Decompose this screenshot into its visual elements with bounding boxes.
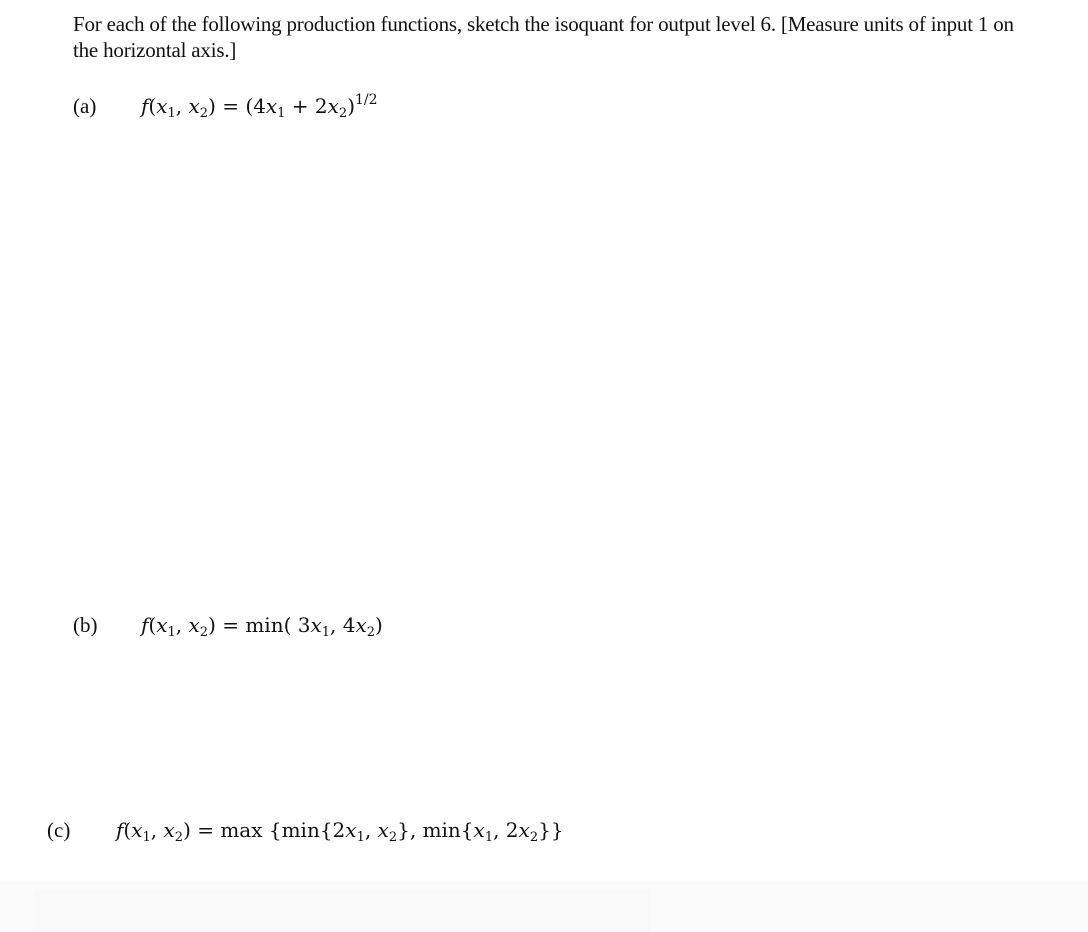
problem-instructions: For each of the following production functions, sketch the isoquant for output level 6. [Measure units of input 1 on the horizontal axis.] [73,12,1014,62]
production-function-formula: $f(x_1$, $x_2) = (4x_1 + 2x_2)^{1/2}$ [141,92,378,121]
production-function-formula: $f(x_1$, $x_2) = \max \{\min\{2x_1$, $x_2$}, $\min\{x_1$, $2x_2$}} [116,818,564,845]
page-bottom-shade [34,890,650,932]
page-bottom-margin [0,882,1088,932]
problem-label: (c) [47,818,71,842]
problem-label: (a) [73,94,97,118]
production-function-formula: $f(x_1$, $x_2) = \min$( $3x_1$, $4x_2$) [141,613,383,640]
problem-label: (b) [73,613,98,637]
